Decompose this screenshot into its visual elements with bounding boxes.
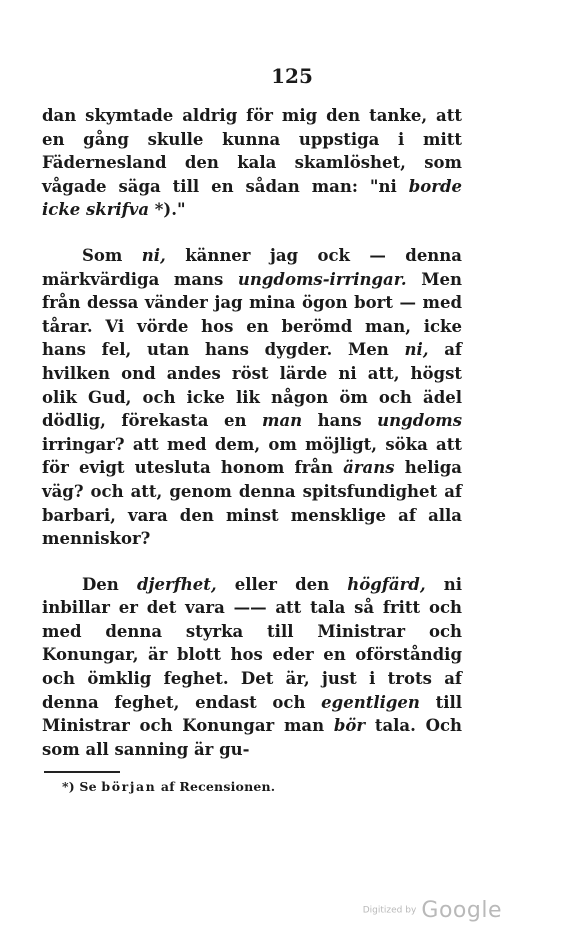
italic-run: ungdoms-irringar.	[237, 269, 407, 289]
italic-run: ni,	[141, 245, 166, 265]
body-text	[42, 104, 462, 761]
footnote-text: Se	[79, 779, 97, 794]
text-run: af hvilken ond andes röst lärde ni att, högst olik Gud, och icke lik någon öm och ädel dödlig, förekasta en	[42, 340, 462, 431]
italic-run: högfärd,	[347, 574, 426, 594]
text-run: heliga väg? och att, genom denna spitsfundighet af barbari, vara den minst mensklige af alla menniskor?	[42, 458, 462, 549]
text-run: Som	[82, 245, 142, 265]
italic-run: djerfhet,	[136, 574, 217, 594]
italic-run: bör	[333, 716, 366, 736]
text-run: ni inbillar er det vara —— att tala så fritt och med denna styrka till Ministrar och Konungar, är blott hos eder en oförståndig och ömklig feghet. Det är, just i trots af denna feghet, endast och	[42, 574, 462, 712]
italic-run: ni,	[404, 340, 429, 360]
footnote-marker: *)	[62, 779, 75, 794]
italic-run: borde icke skrifva	[42, 176, 462, 220]
google-logo: Google	[421, 898, 502, 923]
footnote-text: af Recensionen.	[160, 779, 276, 794]
italic-run: man	[261, 411, 303, 431]
text-run: dan skymtade aldrig för mig den tanke, att en gång skulle kunna uppstiga i mitt Fädernesland den kala skamlöshet, som vågade säga till en sådan man: "ni	[42, 106, 462, 196]
text-run: tala. Och som all sanning är gu-	[42, 716, 463, 759]
text-run: Den	[82, 574, 137, 594]
italic-run: ärans	[343, 458, 395, 478]
text-run: Men från dessa vänder jag mina ögon bort — med tårar. Vi vörde hos en berömd man, icke hans fel, utan hans dygder. Men	[42, 269, 462, 360]
text-run: eller den	[216, 574, 348, 594]
footnote	[62, 779, 275, 794]
paragraph-3	[42, 573, 462, 762]
page-number: 125	[271, 64, 313, 88]
text-run: *)."	[149, 200, 186, 220]
italic-run: egentligen	[321, 692, 420, 712]
footnote-spaced-word: början	[101, 779, 157, 794]
text-run: irringar? att med dem, om möjligt, söka att för evigt utesluta honom från	[42, 434, 462, 478]
text-run: hans	[302, 411, 378, 431]
paragraph-2	[42, 244, 462, 551]
footnote-rule	[44, 771, 120, 773]
text-run: till Ministrar och Konungar man	[42, 692, 463, 736]
digitized-watermark	[363, 898, 502, 923]
watermark-caption: Digitized by	[362, 905, 417, 916]
text-run: känner jag ock — denna märkvärdiga mans	[42, 245, 462, 289]
italic-run: ungdoms	[377, 411, 462, 431]
paragraph-1	[42, 104, 462, 222]
